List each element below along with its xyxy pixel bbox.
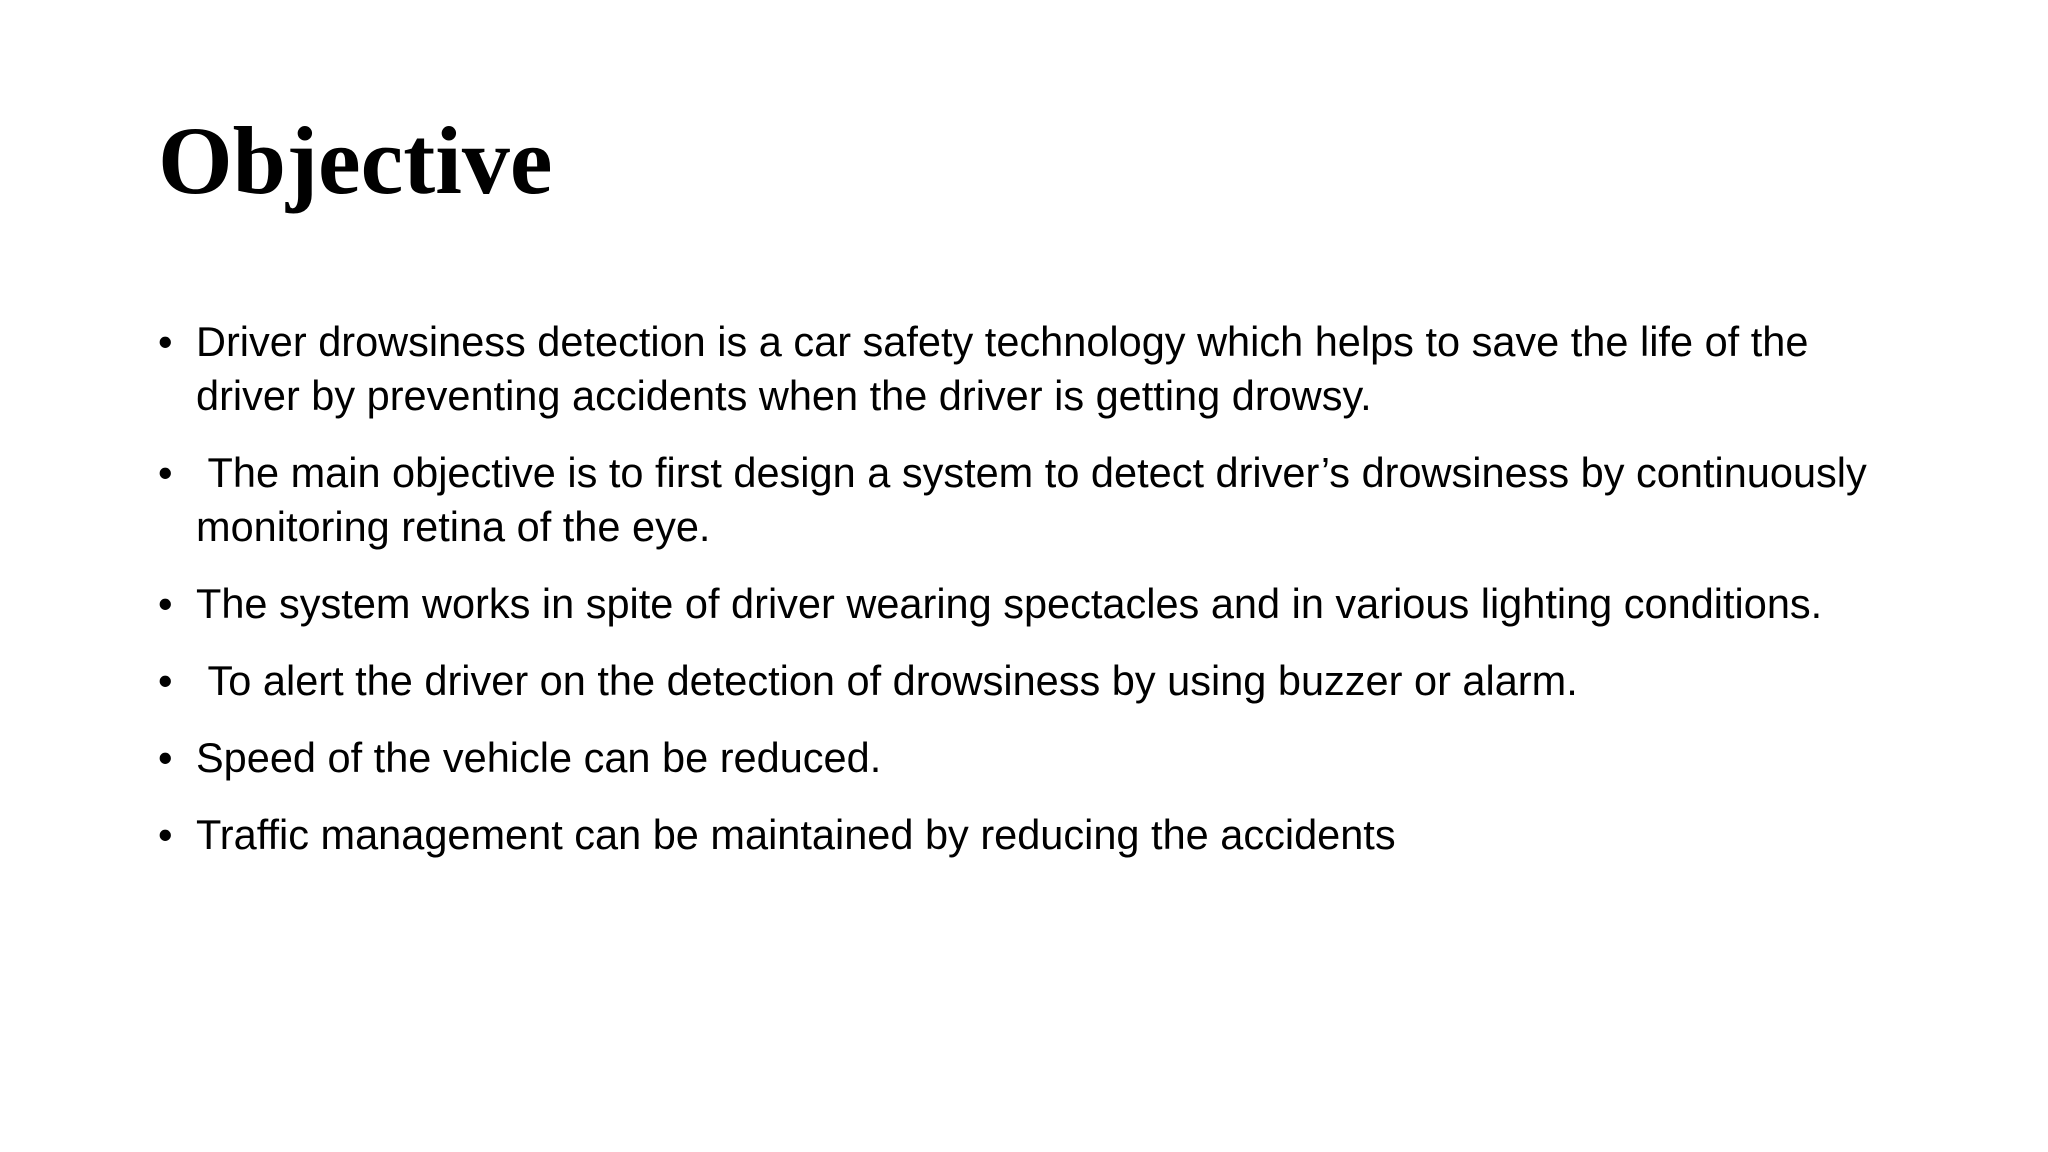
bullet-text: The system works in spite of driver wearing spectacles and in various lighting conditions. — [196, 580, 1823, 627]
bullet-item — [158, 446, 1918, 554]
bullet-icon: • — [158, 734, 173, 781]
bullet-icon: • — [158, 811, 173, 858]
bullet-icon: • — [158, 318, 173, 365]
bullet-text: Speed of the vehicle can be reduced. — [196, 734, 882, 781]
bullet-item — [158, 654, 1918, 708]
bullet-icon: • — [158, 449, 173, 496]
bullet-item — [158, 577, 1918, 631]
bullet-list — [158, 315, 1918, 885]
bullet-text: To alert the driver on the detection of drowsiness by using buzzer or alarm. — [196, 657, 1578, 704]
bullet-icon: • — [158, 580, 173, 627]
bullet-item — [158, 731, 1918, 785]
bullet-text: Driver drowsiness detection is a car safety technology which helps to save the life of the driver by preventing accidents when the driver is getting drowsy. — [196, 318, 1820, 419]
bullet-icon: • — [158, 657, 173, 704]
bullet-text: The main objective is to first design a system to detect driver’s drowsiness by continuously monitoring retina of the eye. — [196, 449, 1879, 550]
bullet-item — [158, 808, 1918, 862]
slide-title: Objective — [158, 107, 553, 214]
bullet-item — [158, 315, 1918, 423]
bullet-text: Traffic management can be maintained by reducing the accidents — [196, 811, 1396, 858]
